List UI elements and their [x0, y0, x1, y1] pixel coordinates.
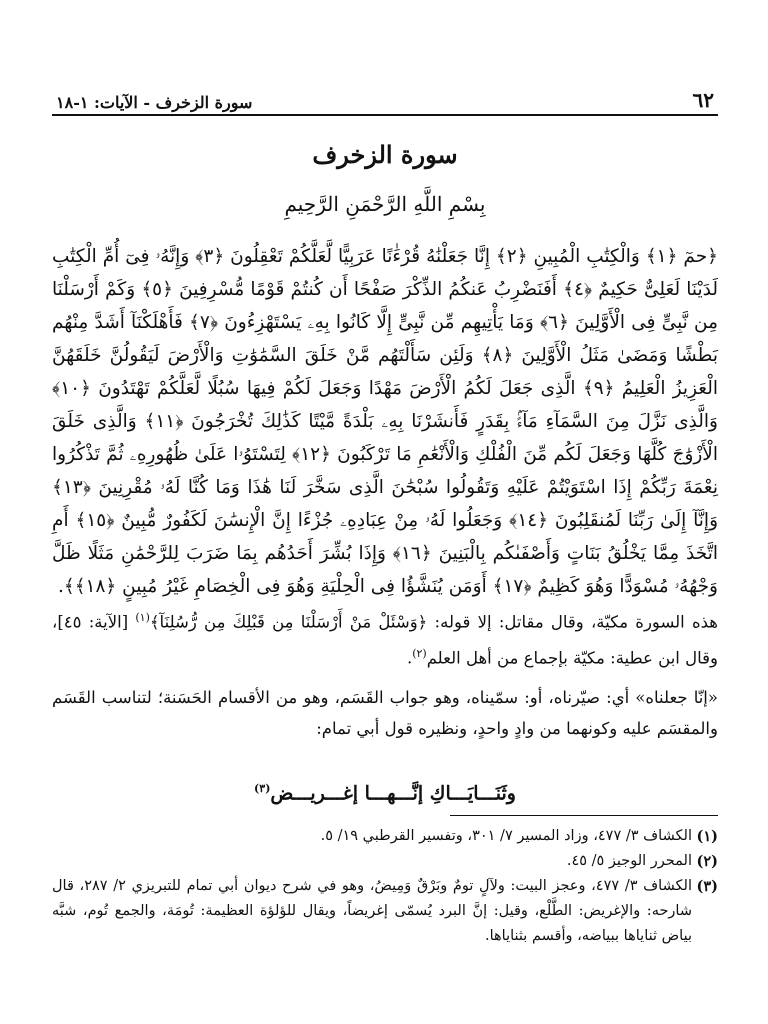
footnotes-list [52, 824, 718, 949]
footnote-text: المحرر الوجيز ٥/ ٤٥. [566, 853, 692, 869]
page-number: ٦٢ [692, 88, 714, 112]
basmala: بِسْمِ اللَّهِ الرَّحْمَنِ الرَّحِيمِ [284, 192, 486, 216]
book-page [52, 60, 718, 970]
quran-verses: ﴿حمٓ ﴿١﴾ وَالْكِتَٰبِ الْمُبِينِ ﴿٢﴾ إِنَّا جَعَلْنَٰهُ قُرْءَٰنًا عَرَبِيًّا لَّعَلَّكُمْ تَعْقِلُونَ ﴿٣﴾ وَإِنَّهُۥ فِىٓ أُمِّ الْكِتَٰبِ لَدَيْنَا لَعَلِىٌّ حَكِيمٌ ﴿٤﴾ أَفَنَضْرِبُ عَنكُمُ الذِّكْرَ صَفْحًا أَن كُنتُمْ قَوْمًا مُّسْرِفِينَ ﴿٥﴾ وَكَمْ أَرْسَلْنَا مِن نَّبِىٍّ فِى الْأَوَّلِينَ ﴿٦﴾ وَمَا يَأْتِيهِم مِّن نَّبِىٍّ إِلَّا كَانُوا بِهِۦ يَسْتَهْزِءُونَ ﴿٧﴾ فَأَهْلَكْنَآ أَشَدَّ مِنْهُم بَطْشًا وَمَضَىٰ مَثَلُ الْأَوَّلِينَ ﴿٨﴾ وَلَئِن سَأَلْتَهُم مَّنْ خَلَقَ السَّمَٰوَٰتِ وَالْأَرْضَ لَيَقُولُنَّ خَلَقَهُنَّ الْعَزِيزُ الْعَلِيمُ ﴿٩﴾ الَّذِى جَعَلَ لَكُمُ الْأَرْضَ مَهْدًا وَجَعَلَ لَكُمْ فِيهَا سُبُلًا لَّعَلَّكُمْ تَهْتَدُونَ ﴿١٠﴾ وَالَّذِى نَزَّلَ مِنَ السَّمَآءِ مَآءًۢ بِقَدَرٍ فَأَنشَرْنَا بِهِۦ بَلْدَةً مَّيْتًا كَذَٰلِكَ تُخْرَجُونَ ﴿١١﴾ وَالَّذِى خَلَقَ الْأَزْوَٰجَ كُلَّهَا وَجَعَلَ لَكُم مِّنَ الْفُلْكِ وَالْأَنْعَٰمِ مَا تَرْكَبُونَ ﴿١٢﴾ لِتَسْتَوُۥا عَلَىٰ ظُهُورِهِۦ ثُمَّ تَذْكُرُوا نِعْمَةَ رَبِّكُمْ إِذَا اسْتَوَيْتُمْ عَلَيْهِ وَتَقُولُوا سُبْحَٰنَ الَّذِى سَخَّرَ لَنَا هَٰذَا وَمَا كُنَّا لَهُۥ مُقْرِنِينَ ﴿١٣﴾ وَإِنَّآ إِلَىٰ رَبِّنَا لَمُنقَلِبُونَ ﴿١٤﴾ وَجَعَلُوا لَهُۥ مِنْ عِبَادِهِۦ جُزْءًا إِنَّ الْإِنسَٰنَ لَكَفُورٌ مُّبِينٌ ﴿١٥﴾ أَمِ اتَّخَذَ مِمَّا يَخْلُقُ بَنَاتٍ وَأَصْفَىٰكُم بِالْبَنِينَ ﴿١٦﴾ وَإِذَا بُشِّرَ أَحَدُهُم بِمَا ضَرَبَ لِلرَّحْمَٰنِ مَثَلًا ظَلَّ وَجْهُهُۥ مُسْوَدًّا وَهُوَ كَظِيمٌ ﴿١٧﴾ أَوَمَن يُنَشَّؤُا فِى الْحِلْيَةِ وَهُوَ فِى الْخِصَامِ غَيْرُ مُبِينٍ ﴿١٨﴾﴾. [52, 246, 719, 597]
footnote-reference: (١) [135, 611, 150, 624]
footnote-mark: (٣) [696, 878, 718, 895]
commentary-text: هذه السورة مكيّة، وقال مقاتل: إلا قوله: ﴿وَسْئَلْ مَنْ أَرْسَلْنَا مِن قَبْلِكَ مِن رُّسُلِنَآ﴾ [149, 612, 718, 632]
running-header [52, 84, 718, 112]
commentary-text: . [406, 648, 413, 667]
footnote-item [52, 824, 718, 849]
footnote-rule [450, 815, 718, 816]
header-rule [52, 114, 718, 116]
running-title: سورة الزخرف - الآيات: ١-١٨ [56, 93, 253, 112]
footnote-item [52, 849, 718, 874]
commentary-paragraph-1 [52, 602, 718, 673]
footnote-reference: (٢) [412, 646, 427, 660]
footnote-item [52, 874, 718, 949]
commentary-text: [الآية: ٤٥]، وقال ابن عطية: مكيّة بإجماع من أهل العلم [52, 612, 718, 667]
commentary-paragraph-2: «إنّا جعلناه» أي: صيّرناه، أو: سمّيناه، وهو جواب القَسَم، وهو من الأقسام الحَسَنة؛ لتناسب القَسَم والمقسَم عليه وكونهما من وادٍ واحدٍ، ونظيره قول أبي تمام: [52, 688, 718, 738]
footnote-mark: (١) [696, 828, 718, 845]
footnote-text: الكشاف ٣/ ٤٧٧، وعجز البيت: ولآلٍ تومٌ وبَرْقٌ وَمِيضُ، وهو في شرح ديوان أبي تمام للتبريزي ٢/ ٢٨٧، قال شارحه: والإغريض: الطَّلْع، وقيل: إنَّ البرد يُسمّى إغريضاً، ويقال للؤلؤة العظيمة: تُومَة، والجمع تُوم، شبَّه بياض ثناياها ببياضه، وأقسم بثناياها. [52, 878, 692, 944]
surah-title: سورة الزخرف [312, 140, 458, 169]
poem-verse [52, 782, 718, 804]
footnote-reference: (٣) [254, 782, 271, 795]
footnote-text: الكشاف ٣/ ٤٧٧، وزاد المسير ٧/ ٣٠١، وتفسير القرطبي ١٩/ ٥. [320, 828, 692, 844]
poem-text: وثَنَـــايَـــاكِ إنَّـــهـــا إغـــريـــض [270, 782, 516, 805]
footnote-mark: (٢) [696, 853, 718, 870]
